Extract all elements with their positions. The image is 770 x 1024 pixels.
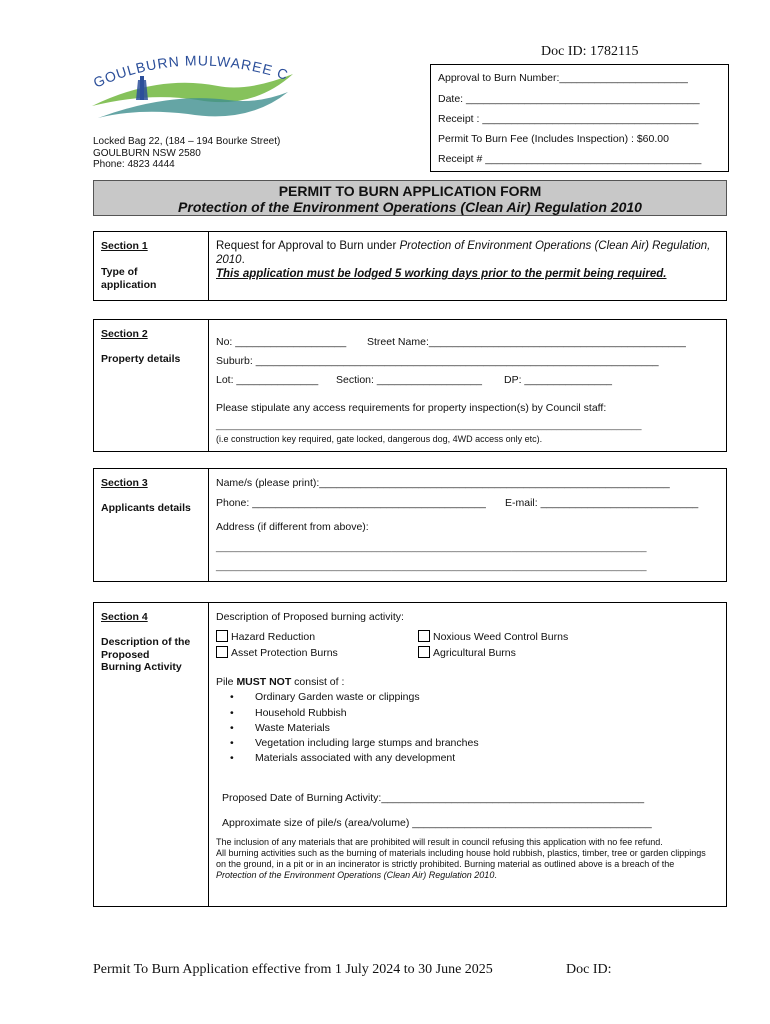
section-field[interactable]: Section: __________________ <box>336 374 482 386</box>
email-field[interactable]: E-mail: ___________________________ <box>505 497 699 509</box>
section-1 <box>93 231 727 301</box>
phone-line: Phone: 4823 4444 <box>93 159 175 170</box>
council-address <box>93 136 280 171</box>
form-subtitle: Protection of the Environment Operations (Clean Air) Regulation 2010 <box>178 199 642 215</box>
office-use-box <box>430 64 729 172</box>
option-agricultural[interactable] <box>418 646 516 659</box>
section-4 <box>93 602 727 907</box>
date-field[interactable]: Date: ________________________________________ <box>438 93 700 105</box>
form-title-bar <box>93 180 727 216</box>
section-4-name-line: Proposed <box>101 648 150 661</box>
bullet: • <box>230 737 234 749</box>
applicant-names-field[interactable]: Name/s (please print):____________________________________________________________ <box>216 477 670 489</box>
pile-must-not: MUST NOT <box>236 676 292 688</box>
doc-id-header: Doc ID: 1782115 <box>541 44 639 59</box>
disclaimer-breach <box>216 848 716 881</box>
option-label: Asset Protection Burns <box>231 647 338 659</box>
permit-fee-text: Permit To Burn Fee (Includes Inspection) : $60.00 <box>438 133 669 145</box>
alt-address-line[interactable]: ______________________________________________________________________________________ <box>216 542 647 552</box>
section-4-name <box>101 636 190 674</box>
access-requirements-hint: (i.e construction key required, gate locked, dangerous dog, 4WD access only etc). <box>216 434 543 444</box>
approval-number-field[interactable]: Approval to Burn Number:______________________ <box>438 72 688 84</box>
section-3-label-cell <box>94 469 209 581</box>
pile-prefix: Pile <box>216 676 237 688</box>
proposed-date-field[interactable]: Proposed Date of Burning Activity:_____________________________________________ <box>222 792 645 804</box>
phone-field[interactable]: Phone: ________________________________________ <box>216 497 486 509</box>
option-label: Noxious Weed Control Burns <box>433 631 569 643</box>
burning-description-prompt: Description of Proposed burning activity: <box>216 611 404 623</box>
request-prefix: Request for Approval to Burn under <box>216 240 400 252</box>
section-3 <box>93 468 727 582</box>
section-3-number: Section 3 <box>101 477 148 489</box>
section-4-content <box>209 603 726 906</box>
section-2-name: Property details <box>101 353 181 365</box>
list-item: Household Rubbish <box>255 707 347 719</box>
checkbox[interactable] <box>216 646 228 658</box>
footer-doc-id: Doc ID: <box>566 962 612 977</box>
street-name-field[interactable]: Street Name:____________________________________________ <box>367 336 686 348</box>
alt-address-line[interactable]: ______________________________________________________________________________________ <box>216 561 647 571</box>
lot-field[interactable]: Lot: ______________ <box>216 374 319 386</box>
section-1-content <box>209 232 726 300</box>
option-label: Agricultural Burns <box>433 647 516 659</box>
list-item: Waste Materials <box>255 722 330 734</box>
section-1-number: Section 1 <box>101 240 148 252</box>
section-2-content <box>209 320 726 451</box>
checkbox[interactable] <box>418 630 430 642</box>
disclaimer-end: . <box>494 870 497 880</box>
dp-field[interactable]: DP: _______________ <box>504 374 613 386</box>
section-3-name: Applicants details <box>101 502 191 514</box>
section-4-name-line: Burning Activity <box>101 661 182 673</box>
checkbox[interactable] <box>418 646 430 658</box>
section-1-name-line: Type of <box>101 266 138 278</box>
option-noxious-weed[interactable] <box>418 630 568 643</box>
list-item: Materials associated with any development <box>255 752 456 764</box>
section-1-name <box>101 266 156 291</box>
section-1-name-line: application <box>101 278 157 291</box>
bullet: • <box>230 691 234 703</box>
list-item: Vegetation including large stumps and branches <box>255 737 479 749</box>
option-asset-protection[interactable] <box>216 646 338 659</box>
street-number-field[interactable]: No: ___________________ <box>216 336 347 348</box>
alt-address-prompt: Address (if different from above): <box>216 521 369 533</box>
lodgement-note: This application must be lodged 5 working days prior to the permit being required. <box>216 268 667 280</box>
list-item: Ordinary Garden waste or clippings <box>255 691 420 703</box>
disclaimer-refusal: The inclusion of any materials that are prohibited will result in council refusing this application with no fee refund. <box>216 837 663 847</box>
pile-suffix: consist of : <box>291 676 345 688</box>
prohibited-materials-disclaimer <box>216 837 716 881</box>
pile-size-field[interactable]: Approximate size of pile/s (area/volume) _________________________________________ <box>222 817 652 829</box>
footer-effective-dates: Permit To Burn Application effective from 1 July 2024 to 30 June 2025 <box>93 962 493 977</box>
access-requirements-prompt: Please stipulate any access requirements for property inspection(s) by Council staff: <box>216 402 607 414</box>
bullet: • <box>230 752 234 764</box>
disclaimer-breach-text: All burning activities such as the burning of materials including house hold rubbish, plastics, timber, tree or garden clippings on the ground, in a pit or in an incinerator is strictly prohibited. Burning material as outlined above is a breach of the <box>216 848 706 869</box>
council-logo <box>88 52 302 134</box>
section-4-number: Section 4 <box>101 611 148 623</box>
receipt-field[interactable]: Receipt : _____________________________________ <box>438 113 699 125</box>
disclaimer-regulation: Protection of the Environment Operations (Clean Air) Regulation 2010 <box>216 870 495 880</box>
address-line: Locked Bag 22, (184 – 194 Bourke Street) <box>93 136 281 147</box>
access-requirements-field[interactable]: _____________________________________________________________________________________ <box>216 420 642 430</box>
receipt-number-field[interactable]: Receipt # _____________________________________ <box>438 153 702 165</box>
section-4-name-line: Description of the <box>101 636 191 648</box>
section-2-label-cell <box>94 320 209 451</box>
form-title: PERMIT TO BURN APPLICATION FORM <box>278 183 542 199</box>
bullet: • <box>230 707 234 719</box>
option-label: Hazard Reduction <box>231 631 316 643</box>
section-2-number: Section 2 <box>101 328 148 340</box>
suburb-field[interactable]: Suburb: _____________________________________________________________________ <box>216 355 659 367</box>
bullet: • <box>230 722 234 734</box>
logo-text: GOULBURN MULWAREE C <box>90 52 291 91</box>
option-hazard-reduction[interactable] <box>216 630 315 643</box>
checkbox[interactable] <box>216 630 228 642</box>
section-2 <box>93 319 727 452</box>
section-4-label-cell <box>94 603 209 906</box>
request-regulation: Protection of Environment Operations (Clean Air) Regulation, 2010 <box>216 240 711 266</box>
pile-heading <box>216 676 344 688</box>
section-3-content <box>209 469 726 581</box>
address-line: GOULBURN NSW 2580 <box>93 147 201 159</box>
request-text <box>216 239 716 267</box>
request-suffix: . <box>241 254 245 266</box>
section-1-label-cell <box>94 232 209 300</box>
